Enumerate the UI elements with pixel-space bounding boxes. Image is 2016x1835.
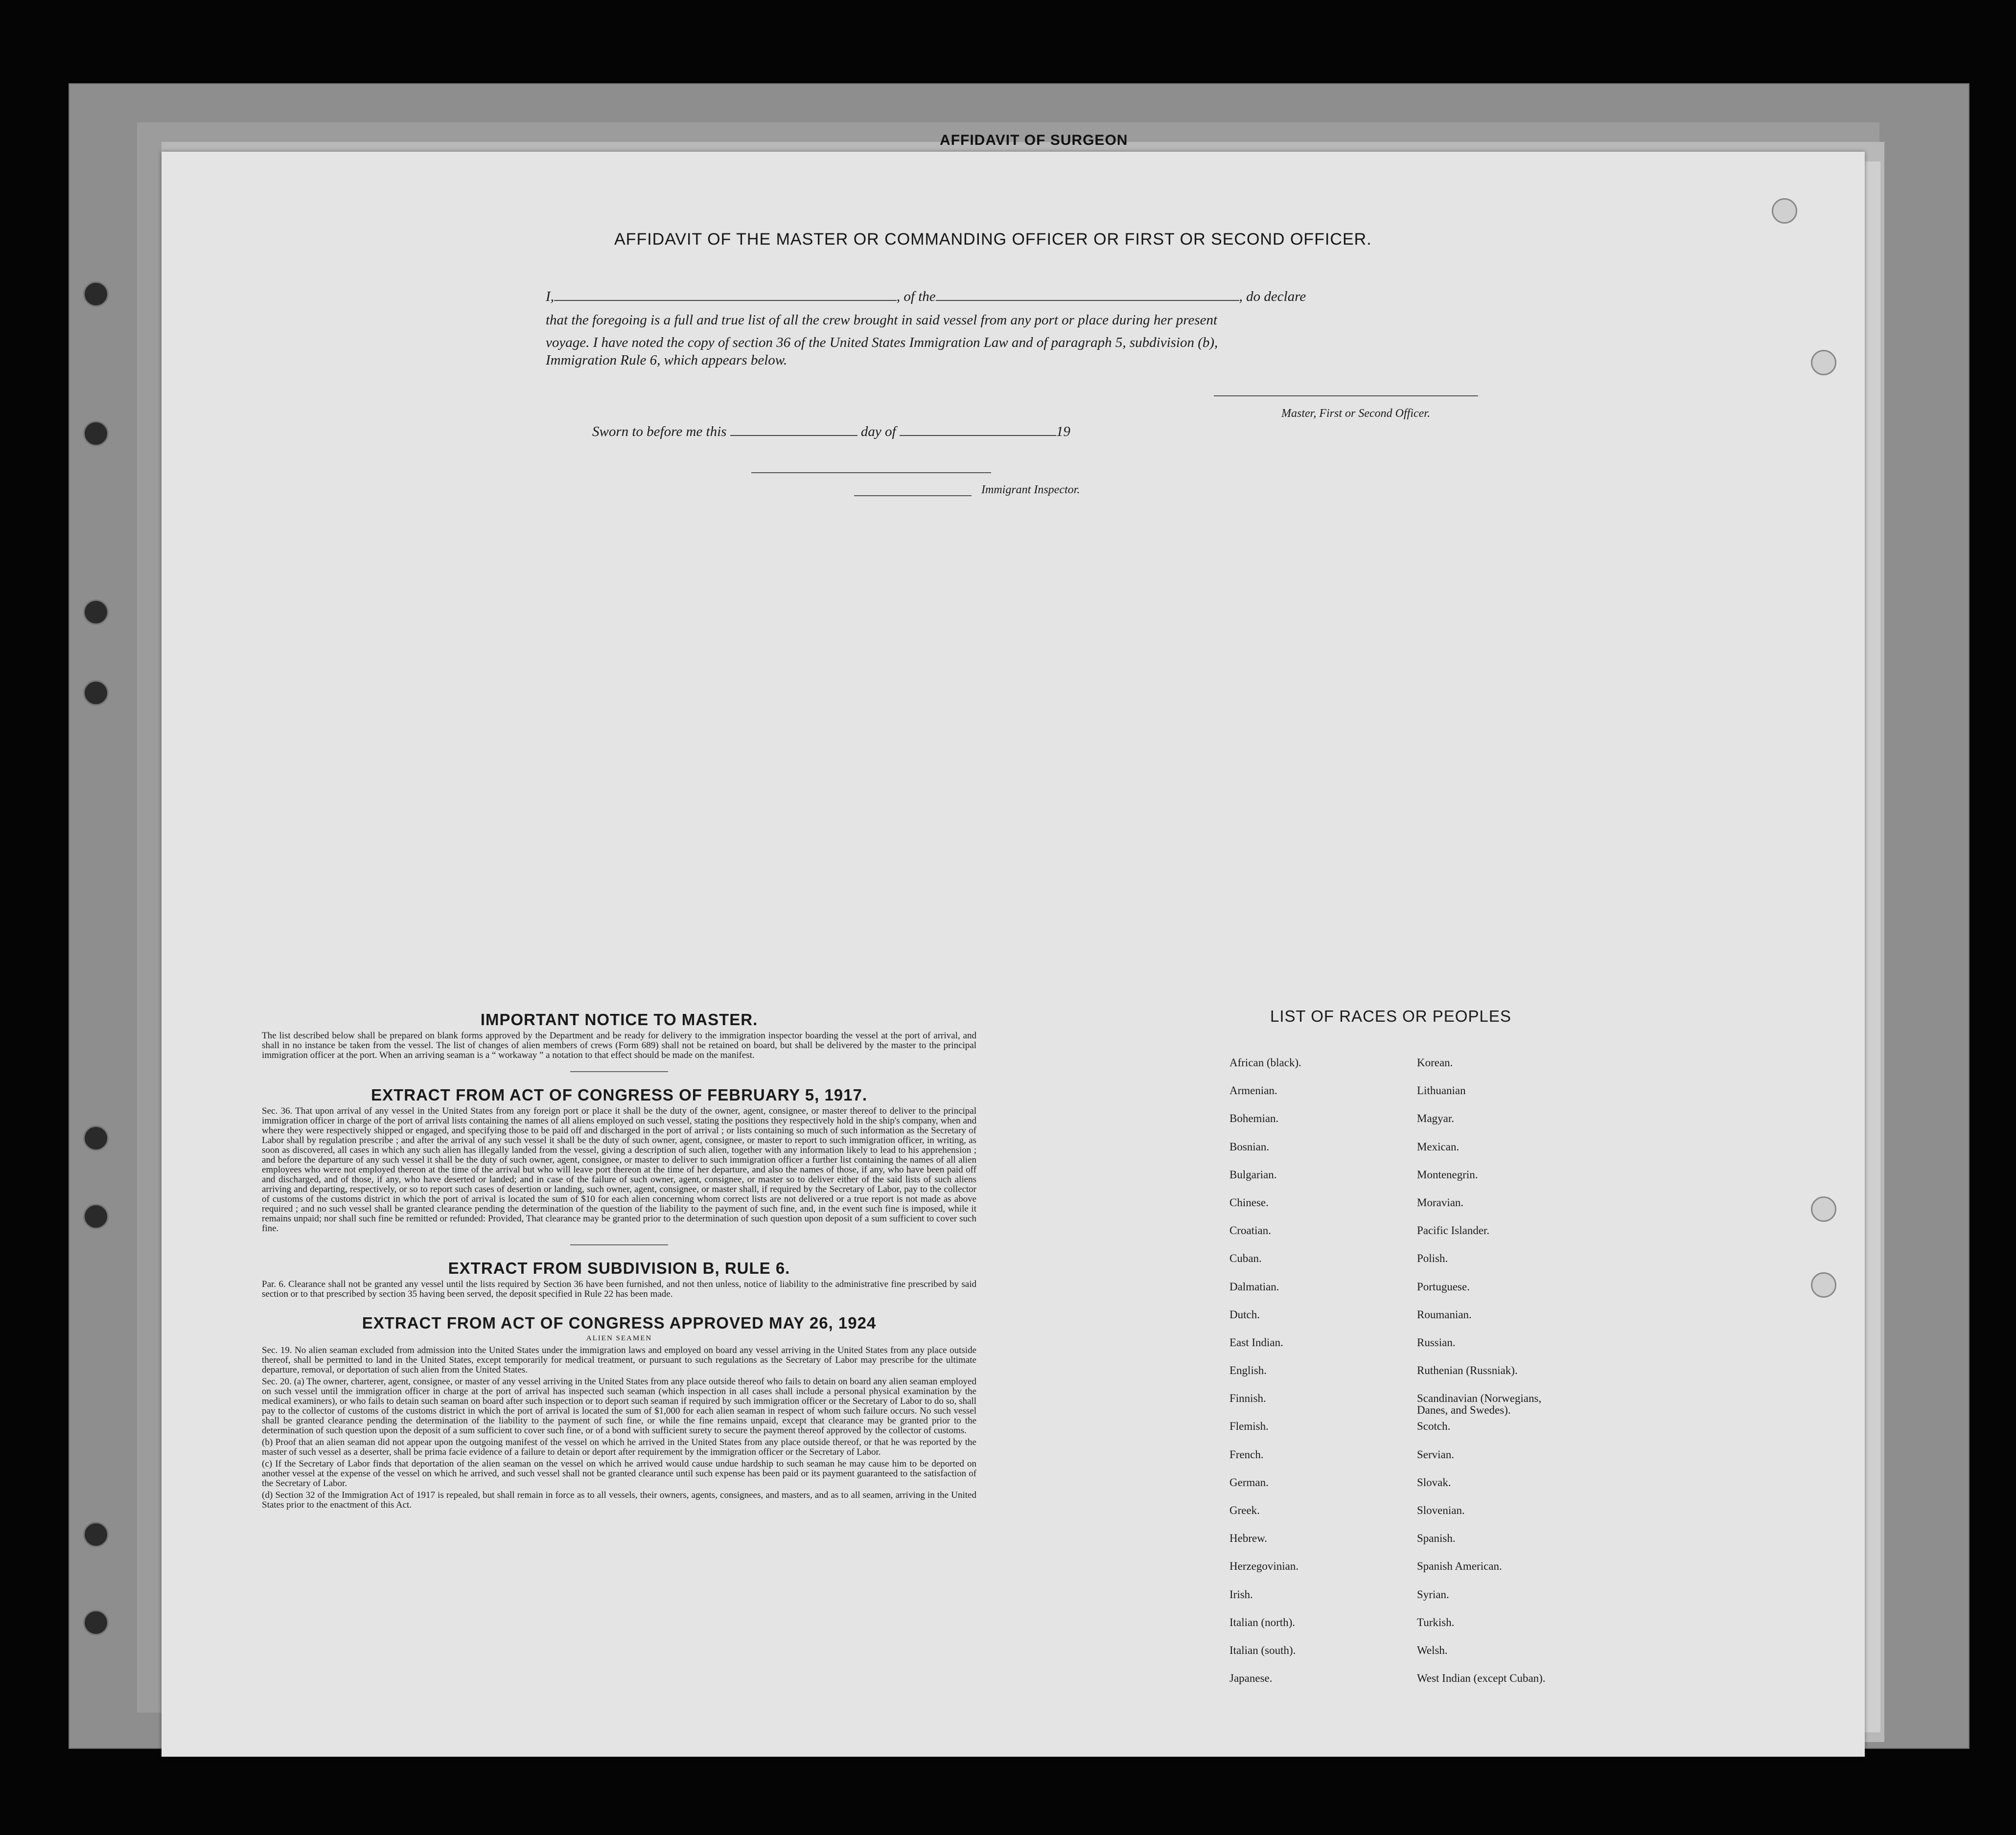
sworn-line [592,424,1180,440]
act-1924-sec20c: (c) If the Secretary of Labor finds that deportation of the alien seaman on the vessel on which he arrived would cause undue hardship to such seaman he may cause him to be deported on another vessel at the expense of the vessel on which he arrived, and such vessel shall not be granted clearance until such expense has been paid or its payment guaranteed to the satisfaction of the Secretary of Labor. [262,1459,976,1489]
act-1924-sec20a: Sec. 20. (a) The owner, charterer, agent, consignee, or master of any vessel arriving in the United States from any place outside thereof who fails to detain on board any alien seaman employed on such vessel until the immigration officer in charge at the port of arrival has inspected such seaman (which inspection in all cases shall include a personal physical examination by the medical examiners), or who fails to detain such seaman on board after such inspection or to deport such seaman if required by such immigration officer or the Secretary of Labor to do so, shall pay to the collector of customs of the customs district in which the port of arrival is located the sum of $1,000 for each alien seaman in respect of whom such failure occurs. No such vessel shall be granted clearance pending the determination of the liability to the payment of such fine, or while the fine remains unpaid, except that clearance may be granted prior to the determination of such question upon the deposit of a sum sufficient to cover such fine, or of a bond with sufficient surety to secure the payment thereof approved by the collector of customs. [262,1376,976,1436]
race-item: Scotch. [1417,1420,1451,1433]
race-item: Armenian. [1229,1084,1277,1097]
race-item: Croatian. [1229,1224,1271,1237]
surgeon-header: AFFIDAVIT OF SURGEON [940,132,1128,148]
officer-caption: Master, First or Second Officer. [1281,407,1430,420]
race-item: Irish. [1229,1588,1253,1601]
race-item: German. [1229,1476,1269,1489]
act-1917-text: Sec. 36. That upon arrival of any vessel in the United States from any foreign port or place it shall be the duty of the owner, agent, consignee, or master thereof to deliver to the principal immigration officer in charge of the port of arrival lists containing the names of all aliens employed on such vessel, stating the positions they respectively hold in the ship's company, when and where they were respectively shipped or engaged, and specifying those to be paid off and discharged in the port of arrival ; or lists containing so much of such information as the Secretary of Labor shall by regulation prescribe ; and after the arrival of any such vessel it shall be the duty of such owner, agent, consignee, or master to report to such immigration officer, in writing, as soon as discovered, all cases in which any such alien has illegally landed from the vessel, giving a description of such alien, together with any information likely to lead to his apprehension ; and before the departure of any such vessel it shall be the duty of such owner, agent, consignee, or master to deliver to such immigration officer a further list containing the names of all alien employees who were not employed thereon at the time of the arrival but who will leave port thereon at the time of her departure, and also the names of those, if any, who have been paid off and discharged, and of those, if any, who have deserted or landed; and in case of the failure of such owner, agent, consignee, or master so to deliver either of the said lists of such aliens arriving and departing, respectively, or so to report such cases of desertion or landing, such owner, agent, consignee, or master shall, if required by the Secretary of Labor, pay to the collector of customs of the customs district in which the port of arrival is located the sum of $10 for each alien concerning whom correct lists are not delivered or a true report is not made as above required ; and no such vessel shall be granted clearance pending the determination of the question of the liability to the payment of such fine, and, in the event such fine is imposed, while it remains unpaid; nor shall such fine be remitted or refunded: Provided, That clearance may be granted prior to the determination of such question upon deposit of a sum sufficient to cover such fine. [262,1106,976,1234]
race-item: Herzegovinian. [1229,1560,1299,1573]
divider [570,1071,668,1072]
notice-title: IMPORTANT NOTICE TO MASTER. [480,1010,758,1029]
race-item: Italian (south). [1229,1644,1296,1656]
races-title: LIST OF RACES OR PEOPLES [1270,1007,1511,1025]
officer-signature-line [1214,395,1478,396]
affidavit-title: AFFIDAVIT OF THE MASTER OR COMMANDING OFFICER OR FIRST OR SECOND OFFICER. [614,230,1372,249]
race-item: Bulgarian. [1229,1168,1277,1181]
rule6-text: Par. 6. Clearance shall not be granted any vessel until the lists required by Section 36 have been furnished, and not then unless, notice of liability to the administrative fine prescribed by said section or to that prescribed by section 35 having been served, the deposit specified in Rule 22 has been made. [262,1279,976,1299]
race-item: Lithuanian [1417,1084,1466,1097]
inspector-sworn-line [751,472,991,473]
day-of-label: day of [860,424,896,439]
binder-hole [1811,1272,1836,1298]
race-item: African (black). [1229,1056,1301,1069]
act-1924-sec20b: (b) Proof that an alien seaman did not appear upon the outgoing manifest of the vessel on which he arrived in the United States from any place outside thereof, or that he was reported by the master of such vessel as a deserter, shall be prima facie evidence of a failure to detain or deport after requirement by the immigration officer or the Secretary of Labor. [262,1437,976,1457]
affidavit-line-3: voyage. I have noted the copy of section 36 of the United States Immigration Law and of paragraph 5, subdivision (b), [546,335,1218,350]
act-1924-subtitle: ALIEN SEAMEN [586,1334,652,1342]
binder-hole [1772,198,1797,224]
race-item: Dutch. [1229,1308,1260,1321]
race-item: Finnish. [1229,1392,1266,1405]
races-left-column [1229,1057,1415,1700]
race-item: Greek. [1229,1504,1260,1516]
race-item: Dalmatian. [1229,1280,1279,1293]
race-item: Syrian. [1417,1588,1449,1601]
binder-hole [83,680,109,706]
race-item: Pacific Islander. [1417,1224,1490,1237]
race-item: Hebrew. [1229,1532,1268,1545]
sworn-label: Sworn to before me this [592,424,727,439]
race-item: Korean. [1417,1056,1453,1069]
race-item: Mexican. [1417,1140,1460,1153]
binder-hole [83,1610,109,1635]
race-item: Portuguese. [1417,1280,1470,1293]
rule6-title: EXTRACT FROM SUBDIVISION B, RULE 6. [448,1259,790,1277]
race-item: English. [1229,1364,1267,1377]
race-item: Ruthenian (Russniak). [1417,1364,1518,1377]
race-item: French. [1229,1448,1264,1461]
race-item: Moravian. [1417,1196,1464,1209]
race-item: Welsh. [1417,1644,1448,1656]
binder-hole [1811,1196,1836,1222]
race-item: Slovenian. [1417,1504,1465,1516]
binder-hole [83,281,109,307]
race-item: Chinese. [1229,1196,1269,1209]
binder-hole [83,1522,109,1547]
binder-hole [83,1204,109,1229]
race-item: Bosnian. [1229,1140,1270,1153]
race-item: Magyar. [1417,1112,1455,1125]
act-1924-sec20d: (d) Section 32 of the Immigration Act of 1917 is repealed, but shall remain in force as to all vessels, their owners, agents, consignees, and masters, and as to all seamen, arriving in the United States prior to the enactment of this Act. [262,1490,976,1510]
binder-hole [83,1125,109,1151]
race-item: Flemish. [1229,1420,1269,1433]
race-item: Spanish American. [1417,1560,1502,1573]
race-item: Slovak. [1417,1476,1451,1489]
act-1917-title: EXTRACT FROM ACT OF CONGRESS OF FEBRUARY 5, 1917. [371,1086,868,1104]
inspector-caption: Immigrant Inspector. [981,483,1080,496]
binder-hole [83,599,109,625]
race-item: Scandinavian (Norwegians, Danes, and Swedes). [1417,1392,1542,1417]
race-item: Roumanian. [1417,1308,1472,1321]
race-item: Servian. [1417,1448,1455,1461]
race-item: Italian (north). [1229,1616,1296,1629]
notice-text: The list described below shall be prepared on blank forms approved by the Department and be ready for delivery to the immigration inspector boarding the vessel at the port of arrival, and shall in no instance be taken from the vessel. The list of changes of alien members of crews (Form 689) shall not be retained on board, but shall be delivered by the master to the principal immigration officer at the port. When an arriving seaman is a “ workaway ” a notation to that effect should be made on the manifest. [262,1031,976,1060]
inspector-signature-line [854,495,972,496]
race-item: Bohemian. [1229,1112,1279,1125]
race-item: Spanish. [1417,1532,1456,1545]
affidavit-declaration-line [546,289,1505,305]
affidavit-line-2: that the foregoing is a full and true list of all the crew brought in said vessel from any port or place during her present [546,312,1218,328]
race-item: East Indian. [1229,1336,1283,1349]
race-item: Turkish. [1417,1616,1455,1629]
affidavit-of-the: , of the [896,289,936,304]
races-right-column [1417,1057,1652,1700]
race-item: Montenegrin. [1417,1168,1478,1181]
race-item: Polish. [1417,1252,1448,1265]
affidavit-line-4: Immigration Rule 6, which appears below. [546,352,788,368]
act-1924-title: EXTRACT FROM ACT OF CONGRESS APPROVED MAY 26, 1924 [362,1314,877,1332]
race-item: Russian. [1417,1336,1456,1349]
race-item: West Indian (except Cuban). [1417,1672,1546,1685]
notice-section [262,1010,976,1510]
race-item: Cuban. [1229,1252,1262,1265]
race-item: Japanese. [1229,1672,1273,1685]
affidavit-i: I, [546,289,554,304]
affidavit-declare: , do declare [1239,289,1306,304]
year-label: 19 [1056,424,1070,439]
binder-hole [1811,350,1836,375]
divider [570,1244,668,1245]
binder-hole [83,421,109,446]
act-1924-sec19: Sec. 19. No alien seaman excluded from admission into the United States under the immigration laws and employed on board any vessel arriving in the United States from any place outside thereof, shall be permitted to land in the United States, except temporarily for medical treatment, or pursuant to such regulations as the Secretary of Labor may prescribe for the ultimate departure, removal, or deportation of such alien from the United States. [262,1345,976,1375]
